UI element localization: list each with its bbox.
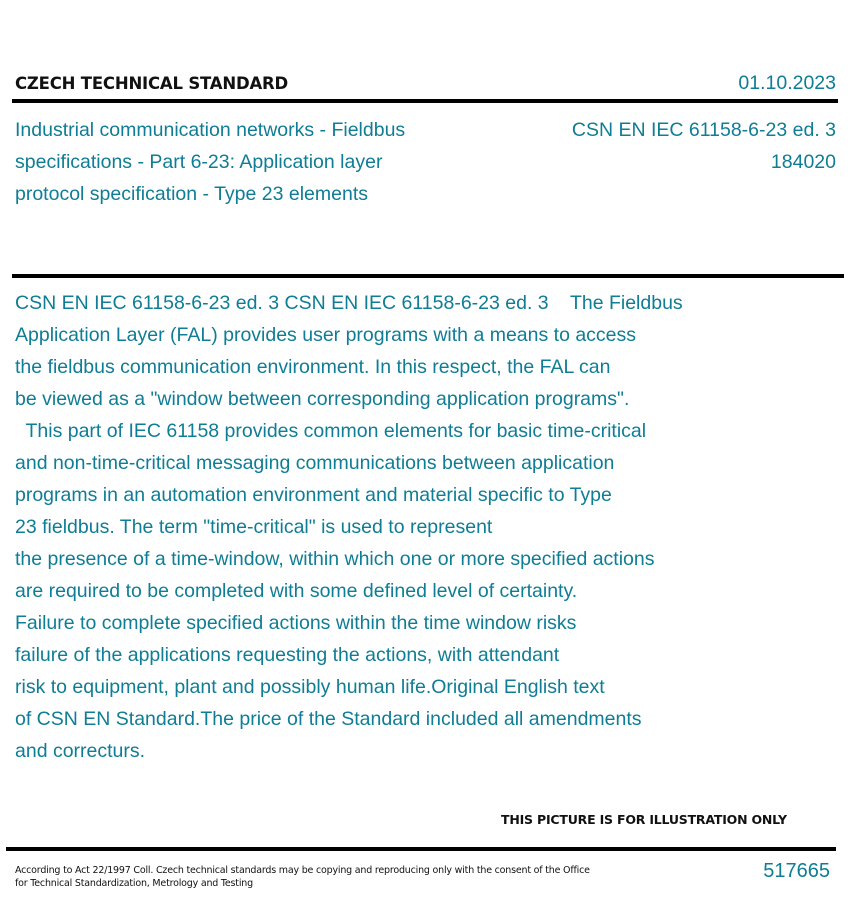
legal-notice xyxy=(15,864,615,890)
illustration-disclaimer: THIS PICTURE IS FOR ILLUSTRATION ONLY xyxy=(501,812,787,827)
classification-code: 184020 xyxy=(770,151,836,173)
abstract-line: the fieldbus communication environment. In this respect, the FAL can xyxy=(15,356,611,378)
abstract-line: of CSN EN Standard.The price of the Standard included all amendments xyxy=(15,708,642,730)
legal-notice-line: According to Act 22/1997 Coll. Czech technical standards may be copying and reproducing only with the consent of the Office xyxy=(15,865,590,876)
document-title-line: protocol specification - Type 23 elements xyxy=(15,183,368,205)
document-title xyxy=(15,114,485,210)
abstract-line: and non-time-critical messaging communications between application xyxy=(15,452,615,474)
abstract-line: 23 fieldbus. The term "time-critical" is used to represent xyxy=(15,516,493,538)
header-divider xyxy=(12,99,838,103)
abstract-line: risk to equipment, plant and possibly human life.Original English text xyxy=(15,676,605,698)
abstract-line: and correcturs. xyxy=(15,740,146,762)
document-title-line: specifications - Part 6-23: Application layer xyxy=(15,151,383,173)
abstract-line: Failure to complete specified actions within the time window risks xyxy=(15,612,577,634)
catalog-number: 517665 xyxy=(763,860,830,882)
publication-date: 01.10.2023 xyxy=(738,72,836,94)
abstract-line: CSN EN IEC 61158-6-23 ed. 3 CSN EN IEC 61158-6-23 ed. 3 The Fieldbus xyxy=(15,292,683,314)
legal-notice-line: for Technical Standardization, Metrology and Testing xyxy=(15,878,253,889)
document-title-line: Industrial communication networks - Fieldbus xyxy=(15,119,406,141)
abstract-line: be viewed as a "window between corresponding application programs". xyxy=(15,388,630,410)
standard-designation: CSN EN IEC 61158-6-23 ed. 3 xyxy=(571,119,836,141)
abstract-line: This part of IEC 61158 provides common elements for basic time-critical xyxy=(15,420,647,442)
abstract-line: Application Layer (FAL) provides user programs with a means to access xyxy=(15,324,637,346)
title-divider xyxy=(12,274,844,278)
abstract-line: failure of the applications requesting the actions, with attendant xyxy=(15,644,560,666)
standard-type-heading: CZECH TECHNICAL STANDARD xyxy=(15,74,289,93)
document-identifiers xyxy=(572,114,836,178)
footer-divider xyxy=(6,847,836,851)
abstract-text xyxy=(15,287,845,767)
abstract-line: are required to be completed with some defined level of certainty. xyxy=(15,580,578,602)
abstract-line: the presence of a time-window, within which one or more specified actions xyxy=(15,548,655,570)
abstract-line: programs in an automation environment and material specific to Type xyxy=(15,484,612,506)
